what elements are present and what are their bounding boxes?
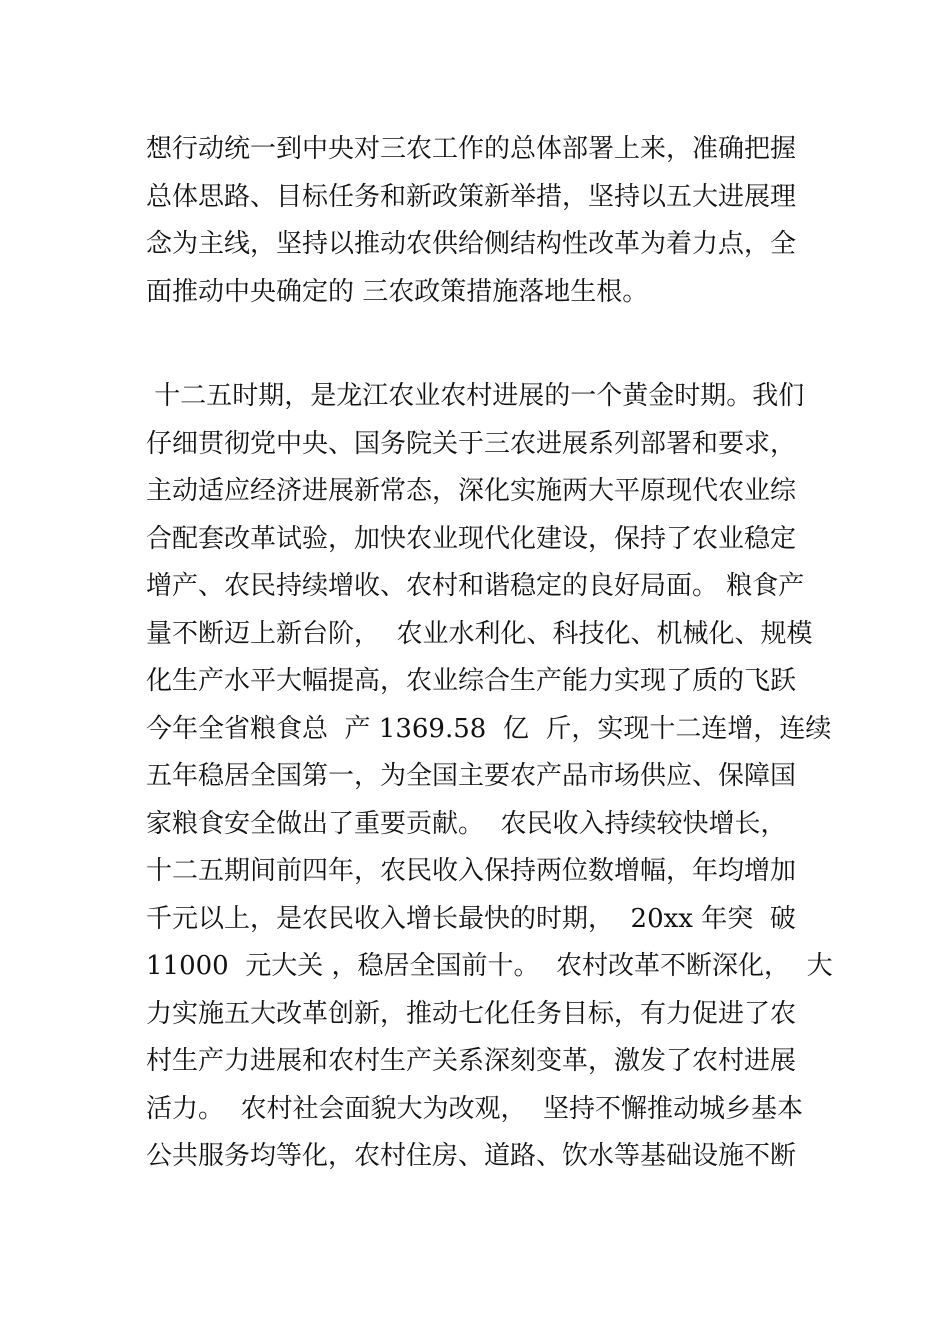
text-line: 村生产力进展和农村生产关系深刻变革，激发了农村进展 (146, 1046, 797, 1076)
text-line: 今年全省粮食总 产 1369.58 亿 斤，实现十二连增，连续 (146, 713, 832, 744)
text-line: 力实施五大改革创新，推动七化任务目标，有力促进了农 (146, 998, 797, 1029)
paragraph-2 (146, 373, 833, 1181)
paragraph-1 (146, 126, 816, 316)
text-line: 主动适应经济进展新常态，深化实施两大平原现代农业综 (146, 476, 797, 506)
text-line: 想行动统一到中央对三农工作的总体部署上来，准确把握 (146, 134, 797, 164)
text-line: 化生产水平大幅提高，农业综合生产能力实现了质的飞跃 (146, 666, 797, 696)
text-line: 仔细贯彻党中央、国务院关于三农进展系列部署和要求， (146, 428, 797, 459)
text-line: 公共服务均等化，农村住房、道路、饮水等基础设施不断 (146, 1141, 797, 1171)
text-line: 家粮食安全做出了重要贡献。 农民收入持续较快增长， (146, 808, 787, 839)
text-line: 千元以上，是农民收入增长最快的时期， 20xx 年突 破 (146, 903, 796, 934)
text-line: 增产、农民持续增收、农村和谐稳定的良好局面。 粮食产 (146, 571, 805, 601)
text-line: 合配套改革试验，加快农业现代化建设，保持了农业稳定 (146, 523, 797, 554)
text-line: 面推动中央确定的 三农政策措施落地生根。 (146, 276, 649, 307)
text-line: 总体思路、目标任务和新政策新举措，坚持以五大进展理 (146, 181, 797, 212)
text-line: 量不断迈上新台阶， 农业水利化、科技化、机械化、规模 (146, 618, 813, 649)
text-line: 活力。 农村社会面貌大为改观， 坚持不懈推动城乡基本 (146, 1093, 804, 1124)
text-line: 十二五时期，是龙江农业农村进展的一个黄金时期。我们 (146, 381, 805, 411)
text-line: 十二五期间前四年，农民收入保持两位数增幅，年均增加 (146, 856, 797, 886)
text-line: 11000 元大关 ，稳居全国前十。 农村改革不断深化， 大 (146, 951, 833, 981)
text-line: 五年稳居全国第一，为全国主要农产品市场供应、保障国 (146, 761, 797, 791)
text-line: 念为主线，坚持以推动农供给侧结构性改革为着力点，全 (146, 229, 797, 259)
